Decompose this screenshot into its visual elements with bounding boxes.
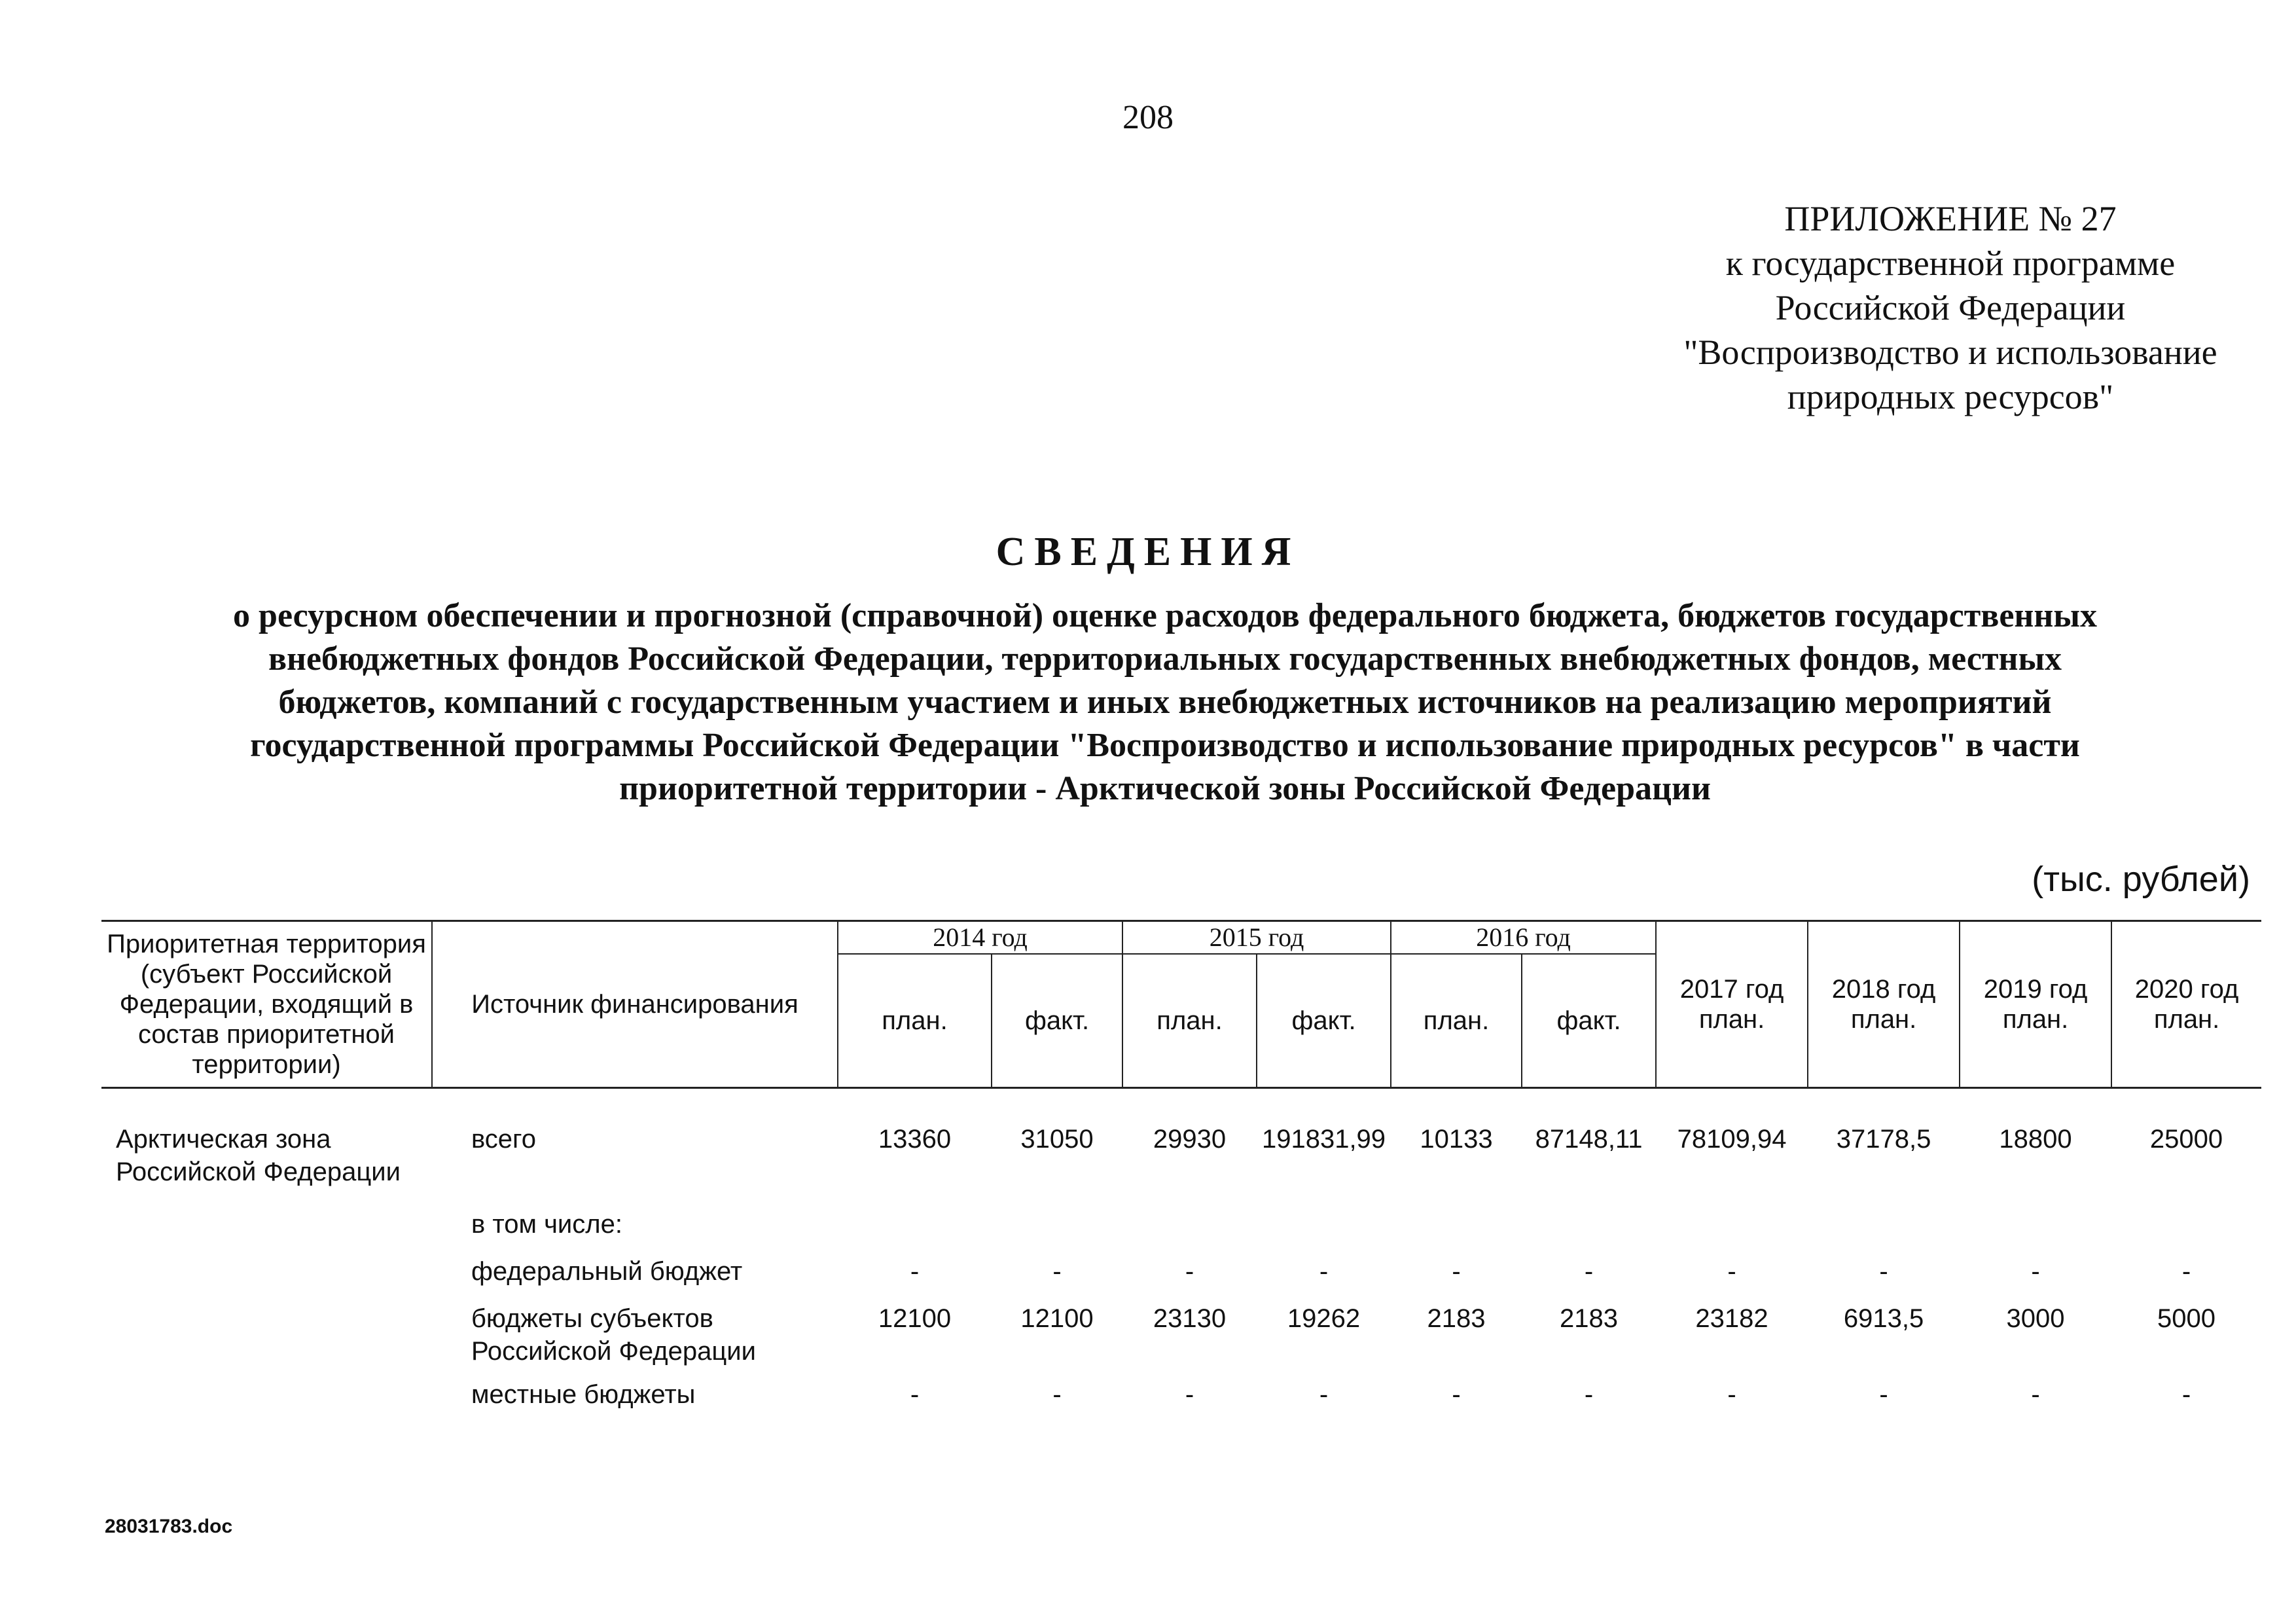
value-cell: -: [1727, 1380, 1736, 1409]
header-2014-plan: план.: [838, 954, 992, 1088]
value-cell: 191831,99: [1261, 1125, 1386, 1154]
value-cell: [1122, 1208, 1257, 1255]
header-2016-fact: факт.: [1522, 954, 1656, 1088]
value-cell: [1808, 1208, 1960, 1255]
table-header-row: [101, 921, 2261, 955]
subtitle-line: о ресурсном обеспечении и прогнозной (справочной) оценке расходов федерального бюджета, бюджетов государственных: [233, 597, 2097, 634]
header-territory-line: (субъект Российской: [140, 960, 393, 989]
value-cell: -: [1879, 1257, 1888, 1286]
document-title: СВЕДЕНИЯ: [996, 530, 1300, 574]
value-cell: 2183: [1427, 1304, 1486, 1333]
value-cell: 31050: [1020, 1125, 1094, 1154]
value-cell: -: [2031, 1380, 2040, 1409]
territory-cell: [101, 1208, 432, 1255]
value-cell: -: [2181, 1380, 2191, 1409]
value-cell: [1960, 1208, 2111, 1255]
subtitle-line: государственной программы Российской Федерации "Воспроизводство и использование природных ресурсов" в части: [250, 727, 2080, 764]
value-cell: [1257, 1208, 1391, 1255]
value-cell: -: [1584, 1380, 1594, 1409]
value-cell: -: [1452, 1257, 1461, 1286]
value-cell: 18800: [1999, 1125, 2072, 1154]
header-year-2016: 2016 год: [1391, 921, 1656, 955]
value-cell: -: [1319, 1380, 1329, 1409]
source-cell: местные бюджеты: [471, 1380, 696, 1409]
header-territory: [101, 921, 432, 1088]
header-year-2018: [1808, 921, 1960, 1088]
value-cell: -: [1185, 1257, 1194, 1286]
header-territory-line: Приоритетная территория: [107, 930, 426, 958]
value-cell: 25000: [2149, 1125, 2223, 1154]
value-cell: 12100: [878, 1304, 952, 1333]
value-cell: 13360: [878, 1125, 952, 1154]
header-type-label: план.: [2153, 1005, 2220, 1034]
source-cell: в том числе:: [471, 1210, 622, 1239]
source-line: Российской Федерации: [471, 1337, 756, 1366]
header-2015-plan: план.: [1122, 954, 1257, 1088]
appendix-line: к государственной программе: [1725, 244, 2176, 283]
value-cell: 87148,11: [1535, 1125, 1643, 1154]
table-spacer-row: [101, 1088, 2261, 1123]
value-cell: -: [1879, 1380, 1888, 1409]
value-cell: 19262: [1287, 1304, 1361, 1333]
value-cell: 29930: [1153, 1125, 1227, 1154]
value-cell: -: [1319, 1257, 1329, 1286]
value-cell: 3000: [2006, 1304, 2065, 1333]
source-cell: [432, 1302, 838, 1378]
header-2015-fact: факт.: [1257, 954, 1391, 1088]
appendix-line: ПРИЛОЖЕНИЕ № 27: [1784, 199, 2117, 238]
value-cell: -: [1584, 1257, 1594, 1286]
value-cell: 78109,94: [1677, 1125, 1787, 1154]
value-cell: [1656, 1208, 1808, 1255]
header-year-2019: [1960, 921, 2111, 1088]
value-cell: -: [2181, 1257, 2191, 1286]
value-cell: -: [1185, 1380, 1194, 1409]
value-cell: 23182: [1695, 1304, 1768, 1333]
appendix-line: природных ресурсов": [1787, 377, 2114, 416]
header-year-2014: 2014 год: [838, 921, 1122, 955]
header-2016-plan: план.: [1391, 954, 1522, 1088]
value-cell: -: [910, 1257, 920, 1286]
value-cell: 23130: [1153, 1304, 1227, 1333]
subtitle-line: бюджетов, компаний с государственным участием и иных внебюджетных источников на реализацию мероприятий: [278, 684, 2052, 721]
table-row-local: [101, 1378, 2261, 1411]
value-cell: -: [910, 1380, 920, 1409]
header-year-2020: [2111, 921, 2261, 1088]
table-row-federal: [101, 1255, 2261, 1302]
header-territory-line: Федерации, входящий в: [119, 990, 414, 1019]
header-year-label: 2019 год: [1983, 975, 2088, 1004]
value-cell: -: [1052, 1380, 1062, 1409]
value-cell: [1522, 1208, 1656, 1255]
territory-cell: [101, 1302, 432, 1378]
appendix-line: Российской Федерации: [1775, 288, 2126, 327]
value-cell: 37178,5: [1836, 1125, 1931, 1154]
header-year-label: 2020 год: [2134, 975, 2239, 1004]
subtitle-line: приоритетной территории - Арктической зоны Российской Федерации: [619, 770, 1711, 807]
territory-cell: [101, 1255, 432, 1302]
value-cell: [1391, 1208, 1522, 1255]
value-cell: -: [1727, 1257, 1736, 1286]
header-type-label: план.: [2002, 1005, 2069, 1034]
header-year-label: 2018 год: [1831, 975, 1936, 1004]
value-cell: 5000: [2157, 1304, 2216, 1333]
value-cell: [2111, 1208, 2261, 1255]
value-cell: -: [1052, 1257, 1062, 1286]
header-territory-line: состав приоритетной: [137, 1020, 395, 1049]
table-row-total: [101, 1123, 2261, 1208]
header-territory-line: территории): [192, 1050, 341, 1079]
source-cell: федеральный бюджет: [471, 1257, 743, 1286]
value-cell: -: [2031, 1257, 2040, 1286]
header-year-2017: [1656, 921, 1808, 1088]
value-cell: 2183: [1560, 1304, 1619, 1333]
source-line: бюджеты субъектов: [471, 1304, 713, 1333]
table-row-including: [101, 1208, 2261, 1255]
value-cell: [992, 1208, 1122, 1255]
value-cell: -: [1452, 1380, 1461, 1409]
funding-table: [101, 920, 2261, 1411]
header-type-label: план.: [1698, 1005, 1765, 1034]
footer-filename: 28031783.doc: [105, 1516, 233, 1537]
source-cell: всего: [471, 1125, 537, 1154]
header-2014-fact: факт.: [992, 954, 1122, 1088]
value-cell: [838, 1208, 992, 1255]
territory-line: Арктическая зона: [116, 1125, 331, 1154]
appendix-heading: [1617, 196, 2284, 419]
units-label: (тыс. рублей): [2032, 860, 2250, 899]
value-cell: 12100: [1020, 1304, 1094, 1333]
territory-cell: [101, 1123, 432, 1208]
territory-line: Российской Федерации: [116, 1158, 401, 1186]
header-type-label: план.: [1850, 1005, 1917, 1034]
document-subtitle: [98, 594, 2232, 811]
value-cell: 6913,5: [1843, 1304, 1924, 1333]
table-row-subjects: [101, 1302, 2261, 1378]
spacer-cell: [101, 1088, 2261, 1123]
subtitle-line: внебюджетных фондов Российской Федерации, территориальных государственных внебюджетных фондов, местных: [268, 640, 2062, 678]
header-source: Источник финансирования: [432, 921, 838, 1088]
page-number: 208: [1122, 99, 1174, 136]
header-year-2015: 2015 год: [1122, 921, 1391, 955]
header-year-label: 2017 год: [1679, 975, 1784, 1004]
value-cell: 10133: [1420, 1125, 1493, 1154]
appendix-line: "Воспроизводство и использование: [1683, 333, 2217, 372]
territory-cell: [101, 1378, 432, 1411]
